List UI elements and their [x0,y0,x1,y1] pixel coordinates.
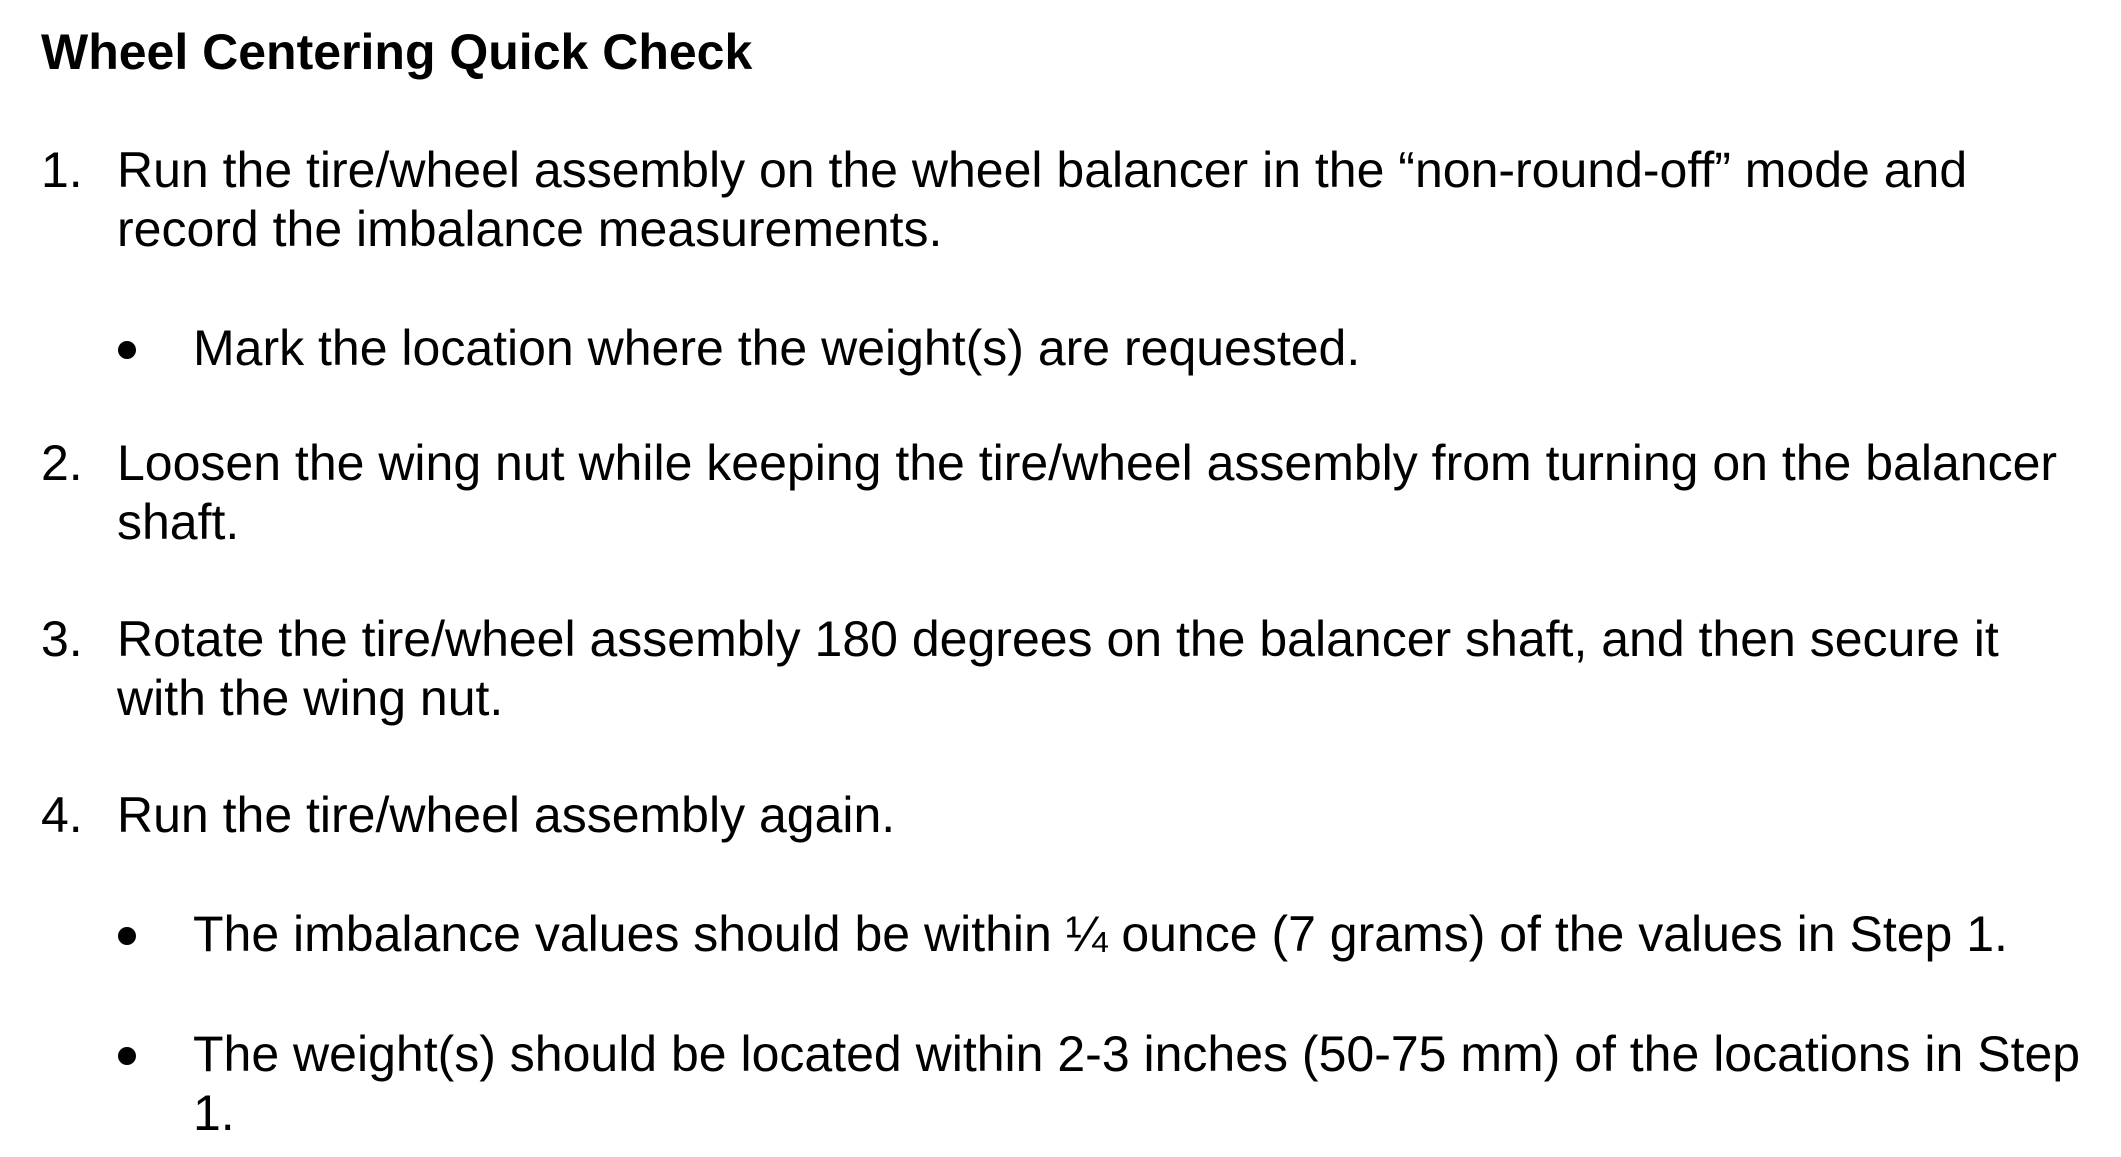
step-number: 3. [41,611,83,667]
bullet-icon [118,341,136,359]
bullet-text: The imbalance values should be within ¼ ounce (7 grams) of the values in Step 1. [193,906,2008,962]
bullet-icon [118,1047,136,1065]
step-number: 1. [41,142,83,198]
step-number: 4. [41,787,83,843]
step-text: Run the tire/wheel assembly on the wheel balancer in the “non-round-off” mode and record the imbalance measurements. [117,142,1968,257]
bullet-text: The weight(s) should be located within 2-3 inches (50-75 mm) of the locations in Step 1. [193,1026,2081,1141]
bullet-text: Mark the location where the weight(s) are requested. [193,320,1361,376]
step-text: Rotate the tire/wheel assembly 180 degrees on the balancer shaft, and then secure it with the wing nut. [117,611,1999,726]
bullet-icon [118,927,136,945]
document-title: Wheel Centering Quick Check [41,24,753,80]
step-number: 2. [41,435,83,491]
step-text: Run the tire/wheel assembly again. [117,787,896,843]
step-text: Loosen the wing nut while keeping the tire/wheel assembly from turning on the balancer shaft. [117,435,2058,550]
